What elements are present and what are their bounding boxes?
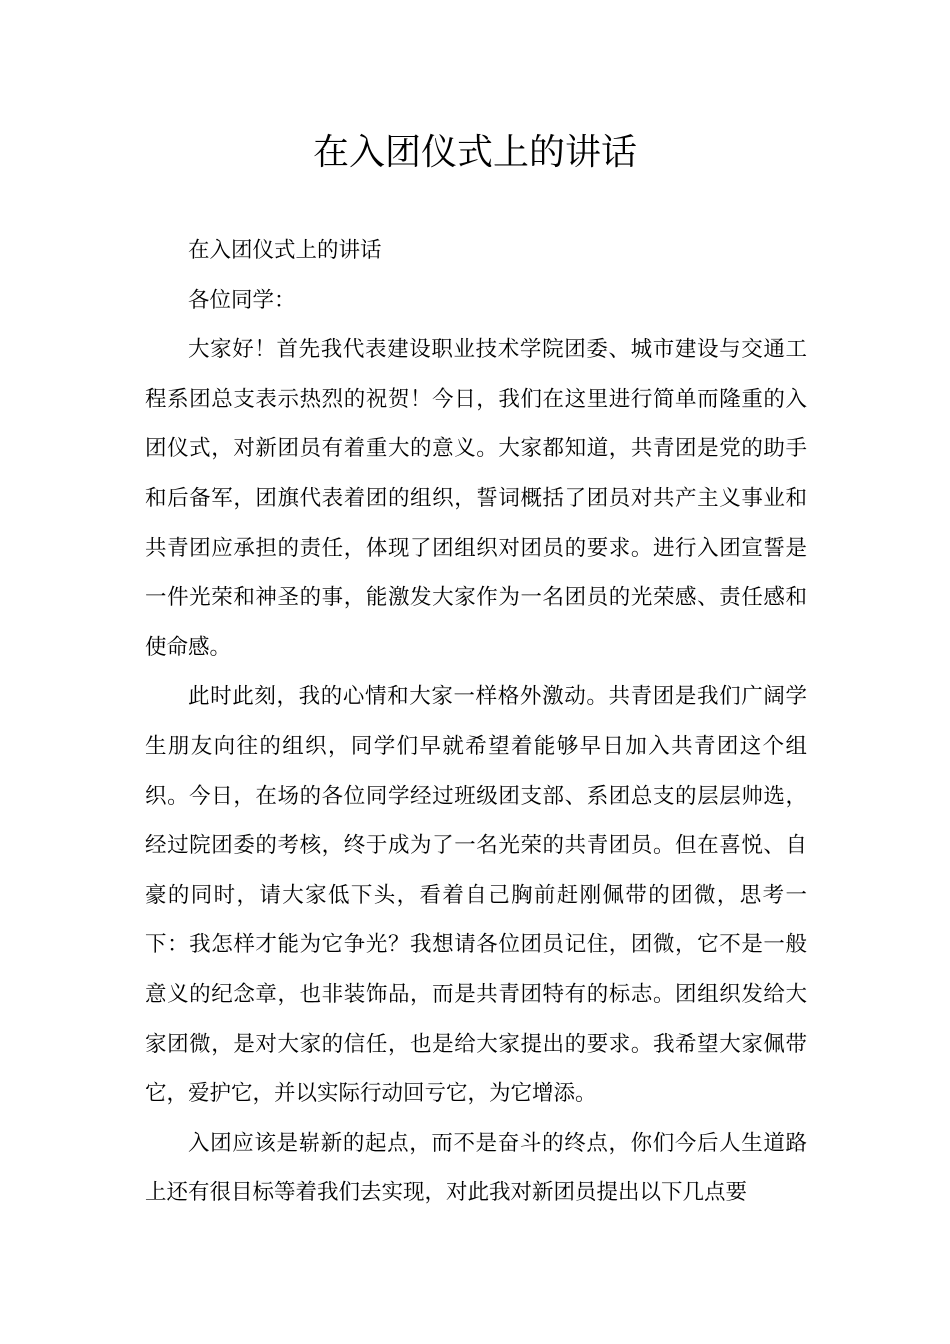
paragraph-expectations: 入团应该是崭新的起点，而不是奋斗的终点，你们今后人生道路上还有很目标等着我们去实现，对此我对新团员提出以下几点要 [145, 1130, 807, 1206]
document-body [145, 226, 807, 1218]
paragraph-feelings: 此时此刻，我的心情和大家一样格外激动。共青团是我们广阔学生朋友向往的组织，同学们早就希望着能够早日加入共青团这个组织。今日，在场的各位同学经过班级团支部、系团总支的层层帅选，经过院团委的考核，终于成为了一名光荣的共青团员。但在喜悦、自豪的同时，请大家低下头，看着自己胸前赶刚佩带的团微，思考一下：我怎样才能为它争光？我想请各位团员记住，团微，它不是一般意义的纪念章，也非装饰品，而是共青团特有的标志。团组织发给大家团微，是对大家的信任，也是给大家提出的要求。我希望大家佩带它，爱护它，并以实际行动回亏它，为它增添。 [145, 684, 807, 1107]
paragraph-heading: 在入团仪式上的讲话 [188, 238, 382, 263]
document-title: 在入团仪式上的讲话 [312, 132, 637, 173]
paragraph-salutation: 各位同学： [188, 287, 296, 313]
paragraph-greeting: 大家好！首先我代表建设职业技术学院团委、城市建设与交通工程系团总支表示热烈的祝贺！今日，我们在这里进行简单而隆重的入团仪式，对新团员有着重大的意义。大家都知道，共青团是党的助手和后备军，团旗代表着团的组织，誓词概括了团员对共产主义事业和共青团应承担的责任，体现了团组织对团员的要求。进行入团宣誓是一件光荣和神圣的事，能激发大家作为一名团员的光荣感、责任感和使命感。 [145, 337, 807, 660]
